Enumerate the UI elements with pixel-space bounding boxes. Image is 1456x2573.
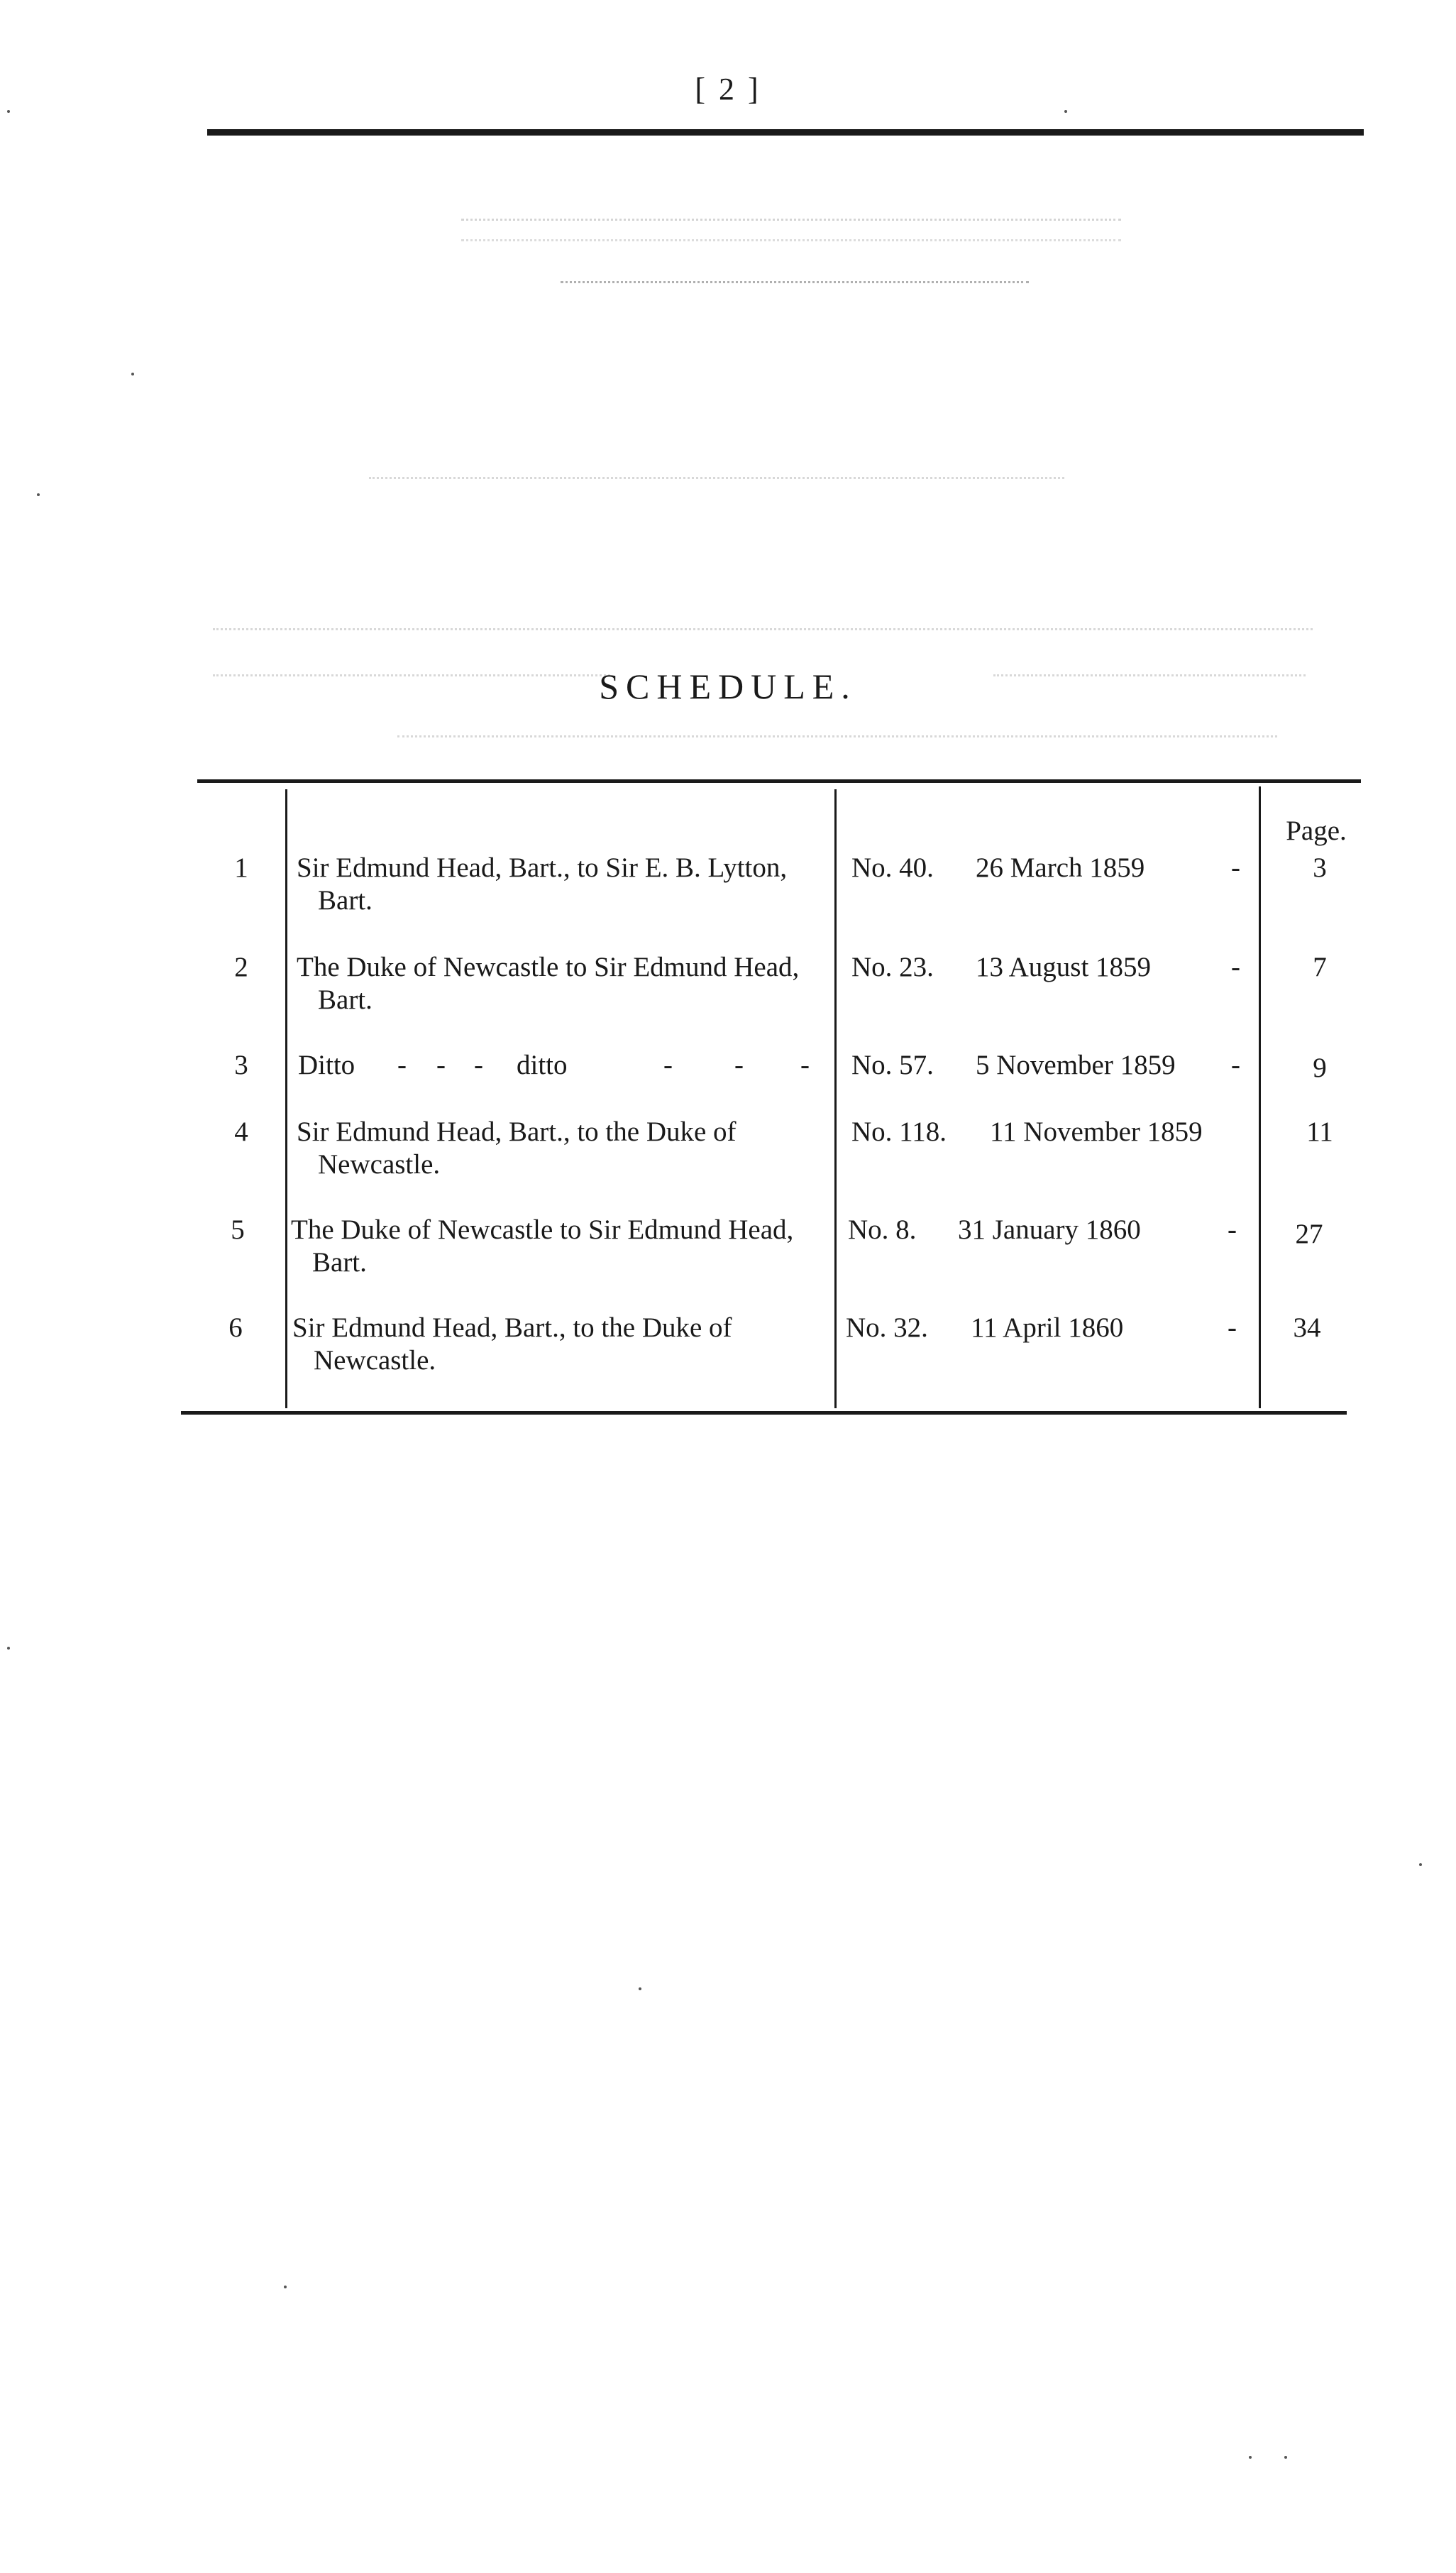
column-divider: [1259, 786, 1261, 1408]
page-reference: 11: [1306, 1117, 1333, 1147]
row-description: The Duke of Newcastle to Sir Edmund Head, Bart.: [297, 952, 800, 1015]
despatch-number: No. 40.: [851, 852, 934, 883]
leader-dash: -: [1231, 1050, 1240, 1080]
scan-speck: [284, 2286, 287, 2288]
scan-speck: [1249, 2456, 1252, 2459]
despatch-number: No. 57.: [851, 1050, 934, 1080]
despatch-date: 13 August 1859: [976, 952, 1152, 982]
row-number: 1: [234, 852, 248, 883]
despatch-date: 26 March 1859: [976, 852, 1145, 883]
row-description-ditto: ditto: [517, 1050, 568, 1080]
page-reference: 34: [1293, 1312, 1321, 1343]
row-description: Sir Edmund Head, Bart., to the Duke of Newcastle.: [297, 1117, 737, 1180]
faded-text-line: [369, 477, 1064, 479]
faded-bleed-through-heading: [0, 212, 1456, 254]
top-rule: [207, 129, 1364, 136]
row-description: The Duke of Newcastle to Sir Edmund Head, Bart.: [291, 1214, 794, 1278]
row-number: 2: [234, 952, 248, 982]
scan-speck: [37, 493, 40, 496]
page-reference: 3: [1313, 852, 1327, 883]
page-number: [ 2 ]: [695, 72, 761, 106]
page-reference: 7: [1313, 952, 1327, 982]
row-description: Sir Edmund Head, Bart., to the Duke of Newcastle.: [292, 1312, 732, 1376]
row-number: 4: [234, 1117, 248, 1147]
table-top-rule: [197, 779, 1361, 783]
leader-dash: -: [397, 1050, 407, 1080]
schedule-title: SCHEDULE.: [599, 666, 857, 706]
despatch-date: 31 January 1860: [958, 1214, 1141, 1245]
row-number: 5: [231, 1214, 245, 1245]
faded-text-line: [397, 735, 1277, 737]
column-divider: [285, 789, 287, 1408]
leader-dash: -: [1231, 952, 1240, 982]
row-number: 6: [228, 1312, 243, 1343]
leader-dash: -: [1231, 852, 1240, 883]
scan-speck: [7, 110, 10, 113]
faded-rule: [561, 281, 1029, 283]
page-column-header: Page.: [1286, 816, 1347, 846]
scan-speck: [639, 1987, 641, 1990]
row-description: Sir Edmund Head, Bart., to Sir E. B. Lytton, Bart.: [297, 852, 788, 916]
scan-speck: [131, 373, 134, 375]
despatch-date: 11 April 1860: [971, 1312, 1124, 1343]
table-bottom-rule: [181, 1411, 1347, 1415]
leader-dash: -: [1228, 1312, 1237, 1343]
page-reference: 27: [1295, 1219, 1323, 1249]
despatch-date: 5 November 1859: [976, 1050, 1176, 1080]
page-reference: 9: [1313, 1053, 1327, 1083]
row-number: 3: [234, 1050, 248, 1080]
despatch-number: No. 8.: [848, 1214, 917, 1245]
leader-dash: -: [800, 1050, 810, 1080]
scan-speck: [1419, 1863, 1422, 1866]
leader-dash: -: [474, 1050, 483, 1080]
leader-dash: -: [436, 1050, 446, 1080]
faded-text-line: [213, 628, 1313, 630]
leader-dash: -: [734, 1050, 744, 1080]
faded-text-band: [461, 219, 1121, 241]
scan-speck: [1284, 2456, 1287, 2459]
leader-dash: -: [1228, 1214, 1237, 1245]
row-description: Ditto: [298, 1050, 355, 1080]
leader-dash: -: [663, 1050, 673, 1080]
despatch-number: No. 23.: [851, 952, 934, 982]
despatch-number: No. 118.: [851, 1117, 947, 1147]
scan-speck: [1064, 110, 1067, 113]
despatch-date: 11 November 1859: [990, 1117, 1203, 1147]
despatch-number: No. 32.: [846, 1312, 928, 1343]
scan-speck: [7, 1647, 10, 1650]
